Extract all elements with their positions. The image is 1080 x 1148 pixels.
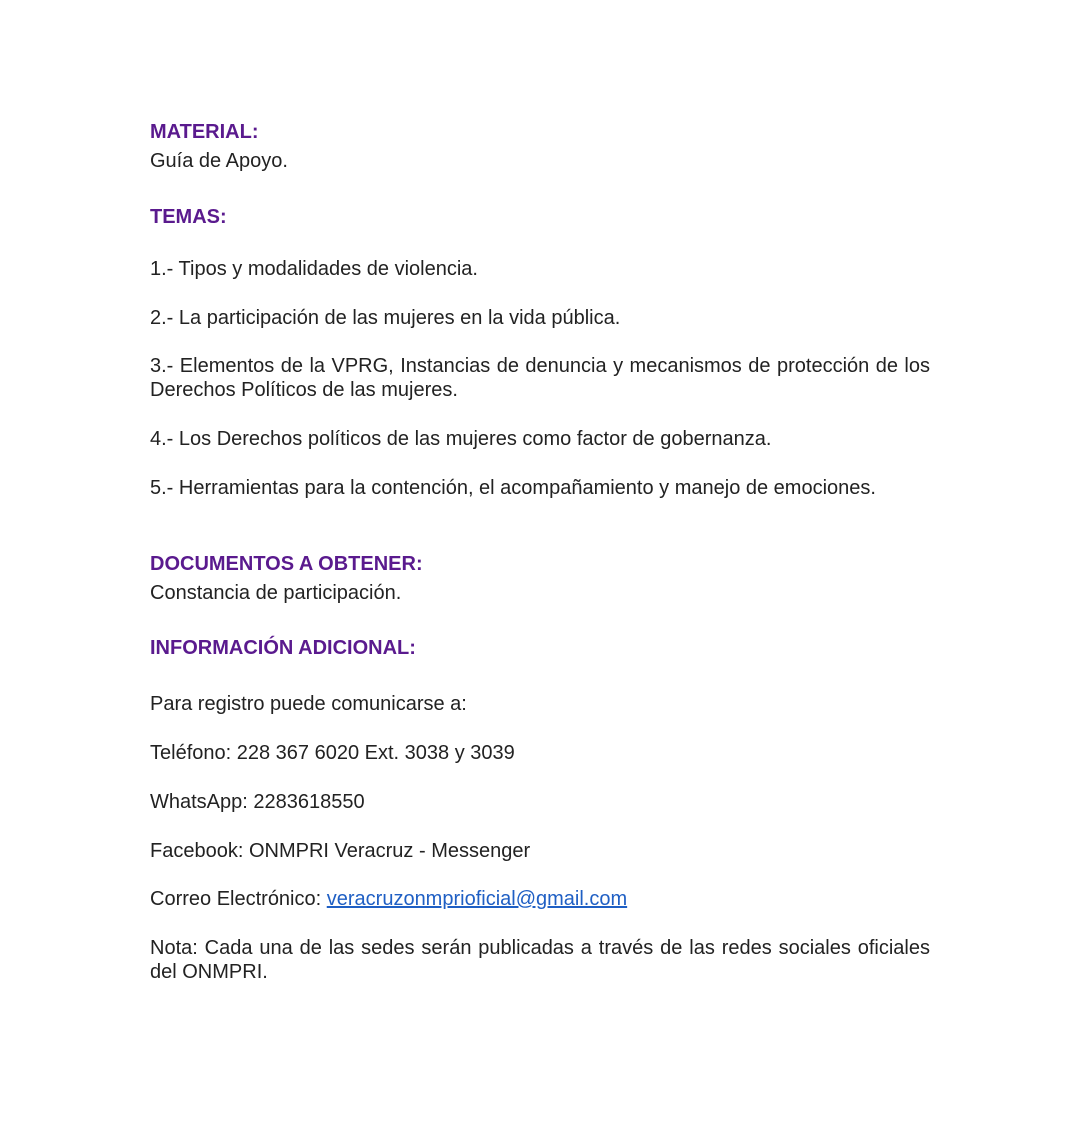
- tema-item-3: 3.- Elementos de la VPRG, Instancias de denuncia y mecanismos de protección de los Derechos Políticos de las mujeres.: [150, 355, 930, 401]
- documentos-heading: DOCUMENTOS A OBTENER:: [150, 553, 423, 575]
- info-whatsapp: WhatsApp: 2283618550: [150, 791, 365, 813]
- info-telefono: Teléfono: 228 367 6020 Ext. 3038 y 3039: [150, 742, 515, 764]
- material-heading: MATERIAL:: [150, 121, 259, 143]
- info-facebook: Facebook: ONMPRI Veracruz - Messenger: [150, 840, 531, 862]
- material-text: Guía de Apoyo.: [150, 150, 288, 172]
- documentos-text: Constancia de participación.: [150, 582, 402, 604]
- temas-heading: TEMAS:: [150, 206, 227, 228]
- tema-item-5: 5.- Herramientas para la contención, el acompañamiento y manejo de emociones.: [150, 477, 876, 499]
- info-intro: Para registro puede comunicarse a:: [150, 693, 467, 715]
- tema-item-4: 4.- Los Derechos políticos de las mujeres como factor de gobernanza.: [150, 428, 772, 450]
- tema-item-1: 1.- Tipos y modalidades de violencia.: [150, 258, 478, 280]
- info-heading: INFORMACIÓN ADICIONAL:: [150, 637, 416, 659]
- tema-item-2: 2.- La participación de las mujeres en la vida pública.: [150, 307, 621, 329]
- email-link[interactable]: veracruzonmprioficial@gmail.com: [326, 888, 628, 910]
- correo-label: Correo Electrónico:: [150, 888, 327, 910]
- info-nota: Nota: Cada una de las sedes serán publicadas a través de las redes sociales oficiales del ONMPRI.: [150, 937, 930, 983]
- info-correo: [150, 887, 627, 911]
